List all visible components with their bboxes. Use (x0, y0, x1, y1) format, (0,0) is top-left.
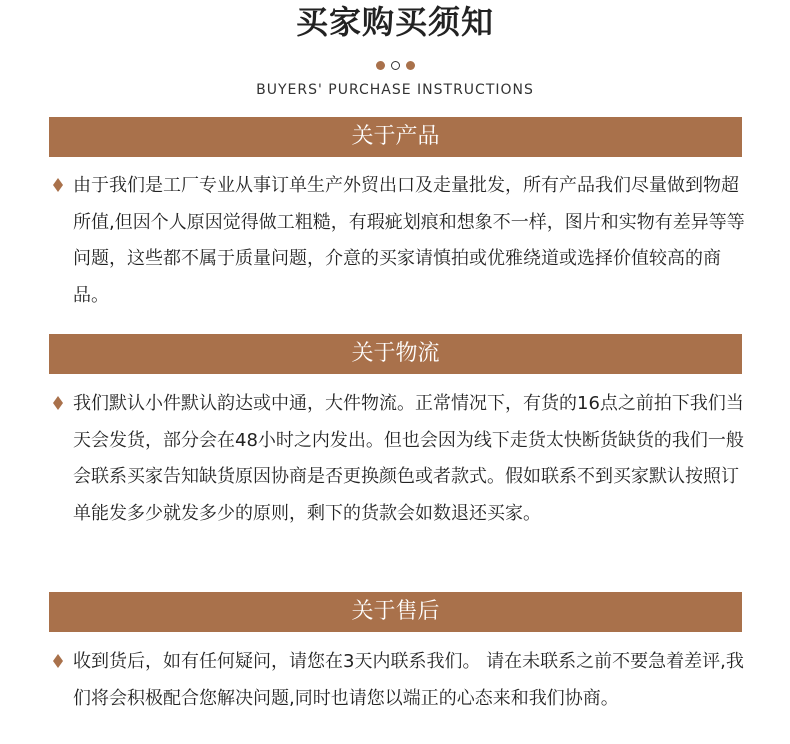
section-text: 由于我们是工厂专业从事订单生产外贸出口及走量批发，所有产品我们尽量做到物超所值,但因个人原因觉得做工粗糙，有瑕疵划痕和想象不一样，图片和实物有差异等等问题，这些都不属于质量问题，介意的买家请慎拍或优雅绕道或选择价值较高的商品。 (73, 175, 745, 306)
dots-divider (0, 58, 790, 72)
section-heading-product: 关于产品 (49, 117, 742, 157)
diamond-icon (53, 396, 63, 410)
diamond-icon (53, 178, 63, 192)
section-body-logistics (51, 386, 751, 532)
page-subtitle: BUYERS' PURCHASE INSTRUCTIONS (256, 82, 534, 98)
dot-icon (376, 61, 385, 70)
dot-hollow-icon (391, 61, 400, 70)
section-body-aftersales (51, 644, 751, 717)
section-heading-logistics: 关于物流 (49, 334, 742, 374)
dot-icon (406, 61, 415, 70)
section-text: 收到货后，如有任何疑问，请您在3天内联系我们。 请在未联系之前不要急着差评,我们将会积极配合您解决问题,同时也请您以端正的心态来和我们协商。 (73, 651, 744, 709)
section-body-product (51, 168, 751, 314)
section-heading-aftersales: 关于售后 (49, 592, 742, 632)
section-text: 我们默认小件默认韵达或中通，大件物流。正常情况下，有货的16点之前拍下我们当天会发货，部分会在48小时之内发出。但也会因为线下走货太快断货缺货的我们一般会联系买家告知缺货原因协商是否更换颜色或者款式。假如联系不到买家默认按照订单能发多少就发多少的原则，剩下的货款会如数退还买家。 (73, 393, 744, 524)
diamond-icon (53, 654, 63, 668)
page-title: 买家购买须知 (295, 3, 494, 41)
